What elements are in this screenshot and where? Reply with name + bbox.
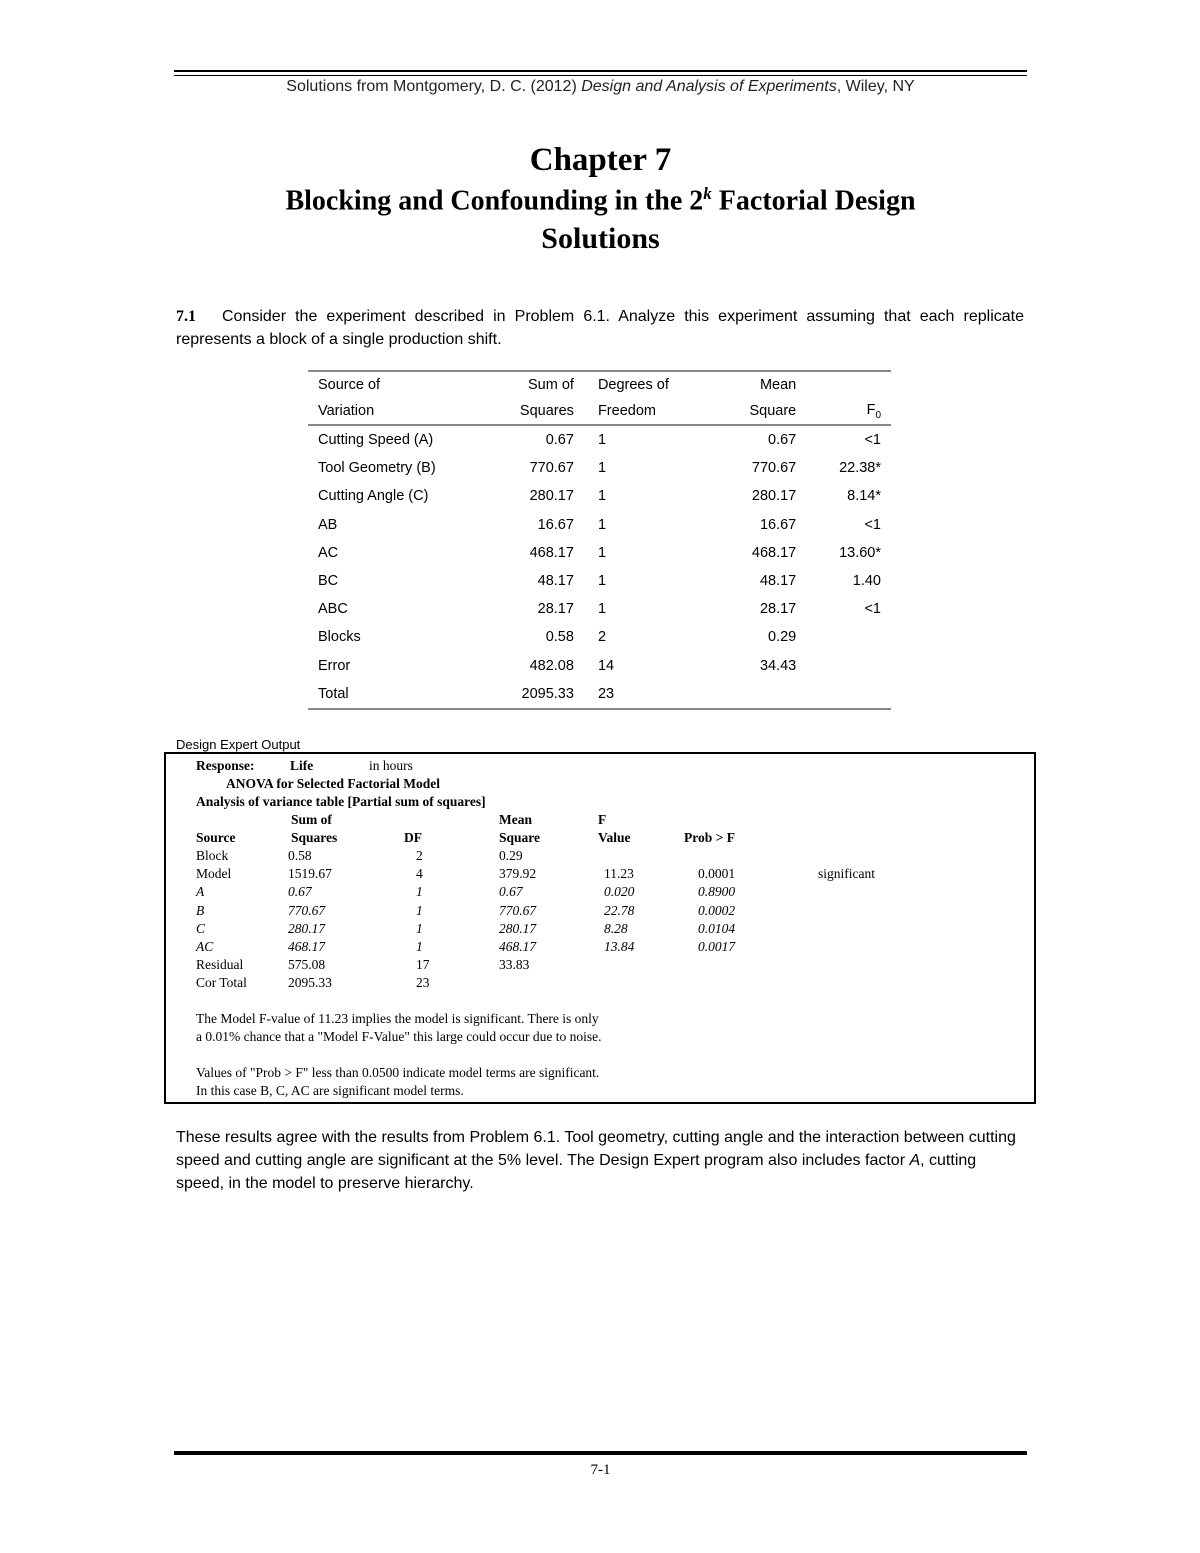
solutions-title: Solutions	[541, 222, 660, 255]
de-cell-f: 13.84	[604, 939, 635, 954]
note2-line1: Values of "Prob > F" less than 0.0500 indicate model terms are significant.	[196, 1065, 600, 1080]
chapter-title: Chapter 7	[529, 142, 672, 178]
anova-cell-df: 1	[597, 460, 607, 477]
design-expert-label: Design Expert Output	[176, 737, 301, 752]
anova-cell-ms: 28.17	[759, 601, 797, 618]
de-cell-p: 0.8900	[698, 884, 736, 900]
anova-cell-df: 2	[597, 629, 607, 646]
anova-cell-ms: 48.17	[759, 573, 797, 590]
table-row	[166, 812, 1034, 830]
anova-cell-ss: 468.17	[529, 544, 574, 561]
chapter-subtitle	[174, 184, 1027, 217]
table-row	[166, 921, 1034, 939]
anova-cell-ms: 34.43	[759, 657, 797, 674]
header-book-title: Design and Analysis of Experiments	[581, 78, 837, 95]
subtitle-sup: k	[703, 184, 712, 203]
response-name: Life	[290, 758, 314, 773]
de-cell-ms: 379.92	[499, 866, 537, 882]
anova-cell-ms: 468.17	[751, 544, 797, 561]
de-cell-df: 2	[416, 848, 423, 863]
anova-cell-ms: 0.67	[768, 432, 797, 449]
anova-head: Source of	[308, 371, 492, 398]
anova-cell-source: Tool Geometry (B)	[318, 460, 436, 477]
conclusion-paragraph: These results agree with the results from Problem 6.1. Tool geometry, cutting angle and the interaction between cutting speed and cutting angle are significant at the 5% level. The Design Expert program also includes factor A, cutting speed, in the model to preserve hierarchy.	[176, 1129, 1016, 1192]
anova-head: Degrees of	[574, 371, 722, 398]
de-cell-source: B	[196, 902, 205, 918]
table-row	[308, 652, 891, 680]
response-unit: in hours	[369, 758, 413, 773]
anova-cell-ms: 0.29	[768, 629, 797, 646]
anova-head-f: $F_0$	[796, 398, 891, 425]
anova-cell-ss: 16.67	[537, 516, 574, 533]
anova-cell-df: 1	[597, 488, 607, 505]
anova-cell-f: <1	[864, 432, 881, 449]
subtitle-pre: Blocking and Confounding in the 2	[285, 185, 704, 217]
header-prefix: Solutions from Montgomery, D. C. (2012)	[286, 78, 582, 95]
anova-head: Squares	[492, 398, 574, 425]
de-cell-ss: 0.67	[288, 884, 312, 900]
anova-cell-f	[796, 680, 891, 709]
table-row	[308, 567, 891, 595]
de-cell-f: 8.28	[604, 920, 628, 936]
anova-cell-ms: 280.17	[751, 488, 797, 505]
de-cell-ss: 0.58	[288, 848, 312, 863]
anova-table	[308, 370, 891, 710]
de-cell-ms: 468.17	[499, 939, 537, 954]
anova-cell-df: 1	[597, 432, 607, 449]
footer-rule	[174, 1451, 1027, 1455]
de-cell-df: 1	[416, 920, 423, 936]
de-head: Square	[499, 830, 541, 845]
de-cell-ss: 575.08	[288, 957, 326, 973]
de-head: Squares	[291, 830, 338, 845]
de-head: Source	[196, 830, 236, 845]
de-cell-df: 1	[416, 939, 423, 954]
de-cell-df: 23	[416, 975, 430, 991]
de-cell-source: Block	[196, 848, 229, 863]
anova-cell-source: Error	[318, 657, 351, 674]
anova-cell-df: 1	[597, 601, 607, 618]
conclusion-factor: A	[909, 1152, 921, 1169]
de-cell-df: 1	[416, 902, 423, 918]
anova-head: Sum of	[492, 371, 574, 398]
anova-cell-ms: 16.67	[759, 516, 797, 533]
de-cell-ms: 770.67	[499, 902, 537, 918]
table-title: Analysis of variance table [Partial sum of squares]	[196, 794, 486, 809]
anova-header-row2	[308, 398, 891, 425]
anova-cell-ss: 770.67	[529, 460, 574, 477]
anova-cell-ss: 0.58	[545, 629, 574, 646]
anova-cell-df: 1	[597, 573, 607, 590]
de-cell-source: A	[196, 884, 205, 900]
de-cell-ss: 280.17	[288, 920, 326, 936]
de-cell-ms: 33.83	[499, 957, 530, 973]
de-cell-f: 11.23	[604, 866, 634, 882]
anova-cell-df: 1	[597, 516, 607, 533]
anova-cell-source: Blocks	[318, 629, 361, 646]
anova-cell-source: Total	[308, 680, 492, 709]
anova-cell-source: AC	[318, 544, 339, 561]
table-row	[308, 539, 891, 567]
anova-cell-ss: 2095.33	[492, 680, 574, 709]
anova-cell-df: 14	[597, 657, 615, 674]
de-cell-f: 22.78	[604, 902, 635, 918]
design-expert-output	[164, 752, 1036, 1104]
de-head: F	[598, 812, 607, 827]
problem-text: Consider the experiment described in Problem 6.1. Analyze this experiment assuming that each replicate represents a block of a single production shift.	[176, 308, 1024, 348]
de-cell-ms: 0.67	[499, 884, 523, 900]
de-cell-p: 0.0104	[698, 920, 736, 936]
table-row	[308, 482, 891, 510]
de-cell-f: 0.020	[604, 884, 635, 900]
de-cell-source: Cor Total	[196, 975, 247, 991]
anova-cell-source: ABC	[318, 601, 348, 618]
anova-cell-ss: 48.17	[537, 573, 574, 590]
note2-line2: In this case B, C, AC are significant model terms.	[196, 1083, 464, 1098]
anova-cell-df: 23	[574, 680, 722, 709]
table-row	[166, 975, 1034, 993]
response-label: Response:	[196, 758, 255, 773]
de-cell-df: 17	[416, 957, 430, 973]
de-cell-df: 1	[416, 884, 423, 900]
anova-cell-ss: 482.08	[529, 657, 574, 674]
anova-head	[796, 371, 891, 398]
de-cell-source: C	[196, 920, 206, 936]
de-cell-source: AC	[196, 939, 214, 954]
anova-head: Variation	[308, 398, 492, 425]
anova-cell-f: 22.38*	[839, 460, 881, 477]
model-title: ANOVA for Selected Factorial Model	[226, 776, 440, 791]
anova-cell-f: <1	[864, 601, 881, 618]
de-cell-ss: 770.67	[288, 902, 326, 918]
anova-cell-f	[796, 652, 891, 680]
de-head: Prob > F	[684, 830, 735, 845]
anova-head: Freedom	[574, 398, 722, 425]
de-cell-ms: 280.17	[499, 920, 537, 936]
table-row	[308, 680, 891, 709]
anova-cell-df: 1	[597, 544, 607, 561]
table-row	[308, 454, 891, 482]
anova-header-row1	[308, 371, 891, 398]
table-row	[166, 957, 1034, 975]
note1-line1: The Model F-value of 11.23 implies the model is significant. There is only	[196, 1011, 599, 1026]
table-row	[166, 903, 1034, 921]
de-head: Sum of	[291, 812, 332, 827]
de-cell-source: Residual	[196, 957, 244, 973]
table-row	[308, 511, 891, 539]
anova-cell-source: AB	[318, 516, 338, 533]
table-row	[308, 425, 891, 454]
de-head: Mean	[499, 812, 532, 827]
de-cell-note: significant	[818, 866, 875, 882]
anova-cell-f: 1.40	[852, 573, 881, 590]
table-row	[166, 884, 1034, 902]
anova-cell-f: 8.14*	[847, 488, 881, 505]
table-row	[308, 623, 891, 651]
anova-head: Square	[722, 398, 796, 425]
table-row	[166, 830, 1034, 848]
de-cell-ss: 2095.33	[288, 975, 332, 991]
de-cell-df: 4	[416, 866, 423, 882]
anova-cell-source: Cutting Speed (A)	[318, 432, 434, 449]
subtitle-post: Factorial Design	[711, 185, 916, 217]
table-row	[166, 939, 1034, 957]
header-rule-thick	[174, 70, 1027, 72]
anova-head: Mean	[722, 371, 796, 398]
de-cell-ss: 468.17	[288, 939, 326, 954]
table-row	[166, 848, 1034, 866]
anova-cell-ss: 28.17	[537, 601, 574, 618]
de-cell-source: Model	[196, 866, 232, 882]
anova-cell-source: Cutting Angle (C)	[318, 488, 429, 505]
anova-cell-ss: 280.17	[529, 488, 574, 505]
anova-cell-ms: 770.67	[751, 460, 797, 477]
anova-cell-f: <1	[864, 516, 881, 533]
table-row	[308, 595, 891, 623]
header-rule-thin	[174, 75, 1027, 76]
anova-cell-f: 13.60*	[839, 544, 881, 561]
de-head: Value	[598, 830, 631, 845]
anova-cell-source: BC	[318, 573, 339, 590]
de-cell-ss: 1519.67	[288, 866, 332, 882]
page-number: 7-1	[590, 1462, 611, 1478]
de-cell-ms: 0.29	[499, 848, 523, 863]
anova-cell-f	[796, 623, 891, 651]
anova-cell-ms	[722, 680, 796, 709]
running-header	[174, 78, 1027, 96]
problem-number: 7.1	[176, 308, 196, 325]
de-cell-p: 0.0002	[698, 902, 736, 918]
de-cell-p: 0.0001	[698, 866, 736, 882]
header-suffix: , Wiley, NY	[836, 78, 915, 95]
table-row	[166, 866, 1034, 884]
de-head: DF	[404, 830, 422, 845]
problem-statement	[176, 305, 1024, 351]
de-cell-p: 0.0017	[698, 939, 736, 954]
anova-cell-ss: 0.67	[545, 432, 574, 449]
f-subscript: 0	[875, 409, 881, 421]
note1-line2: a 0.01% chance that a "Model F-Value" this large could occur due to noise.	[196, 1029, 602, 1044]
